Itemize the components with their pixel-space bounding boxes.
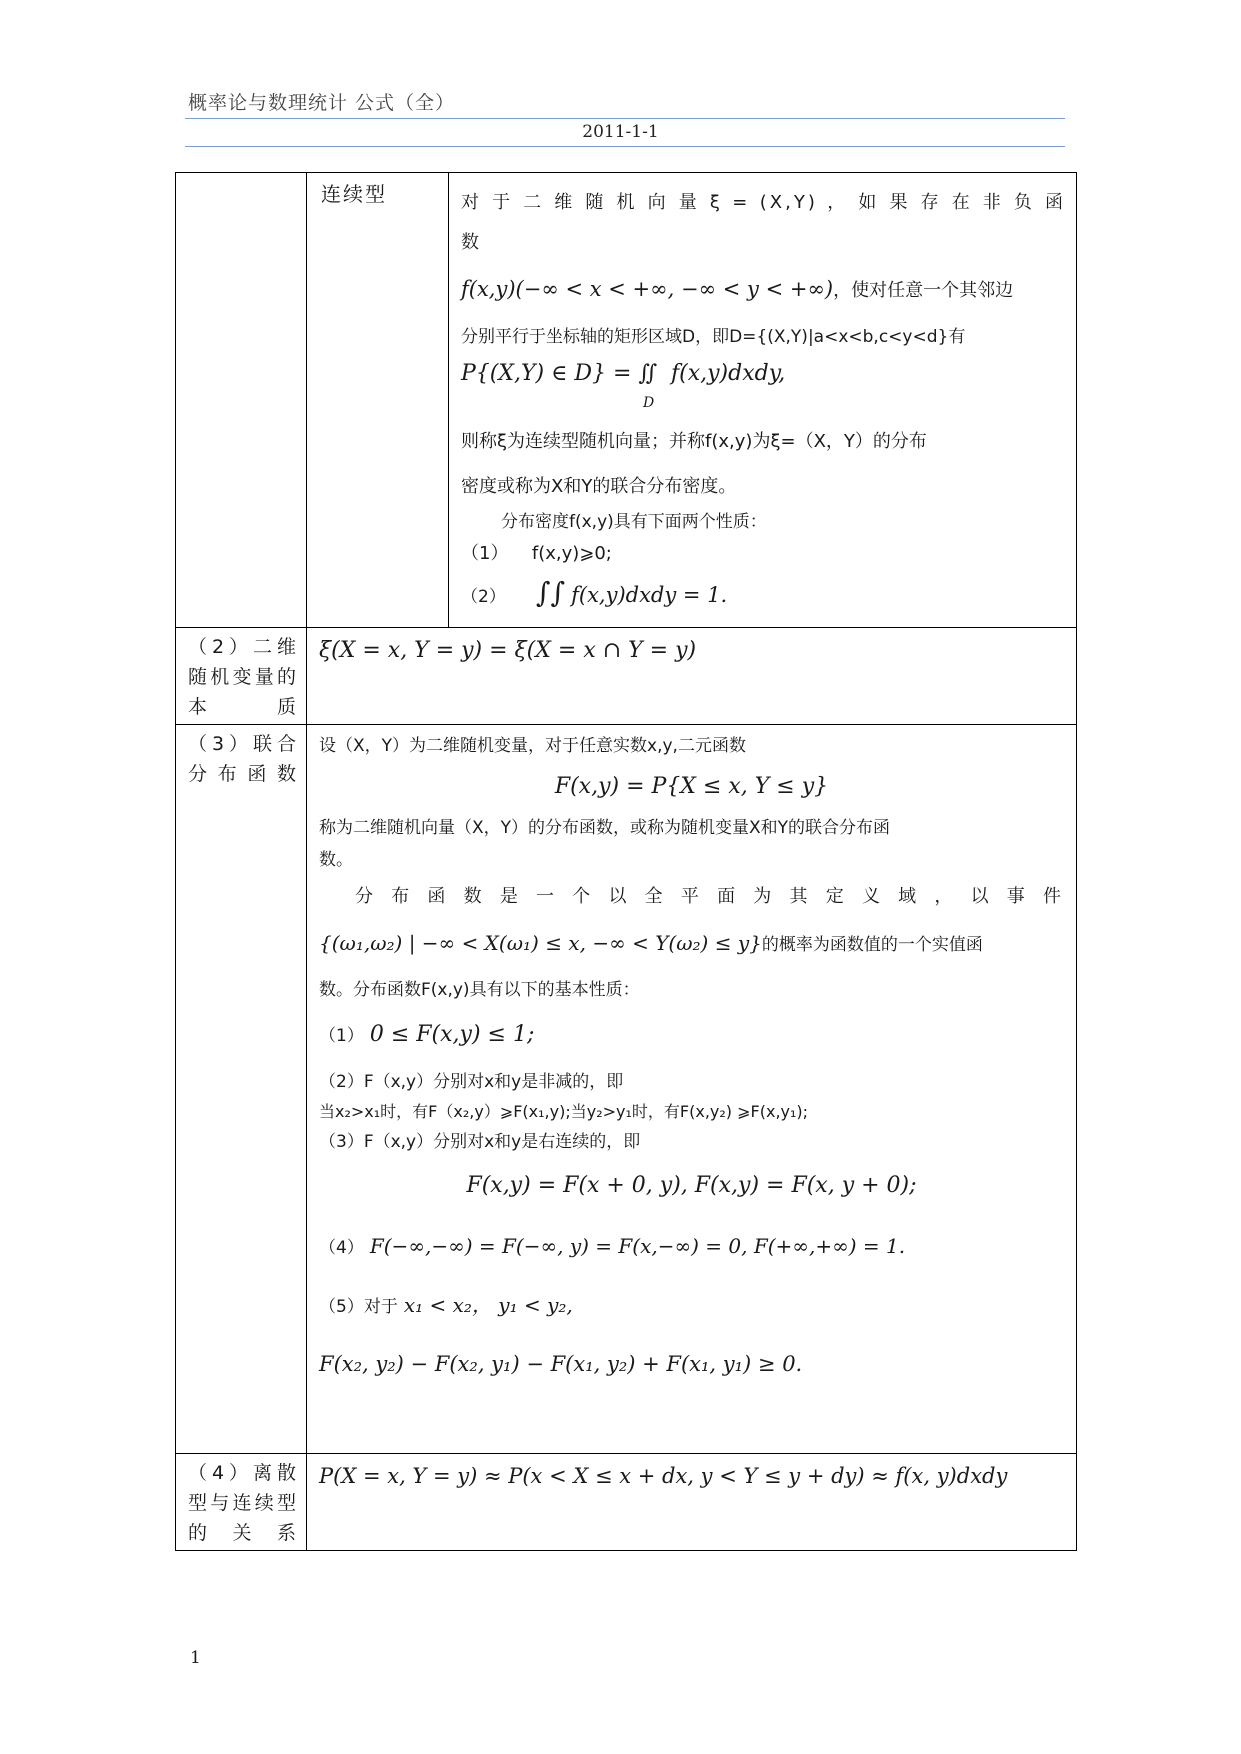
cdf-line1: 设（X，Y）为二维随机变量，对于任意实数x,y,二元函数 <box>319 736 746 756</box>
header-title: 概率论与数理统计 公式（全） <box>188 92 456 114</box>
cdf-property-5-condition: x₁ < x₂， y₁ < y₂, <box>403 1293 573 1317</box>
table-row-discrete-continuous <box>176 1454 1077 1551</box>
continuous-def-line2-text: ，使对任意一个其邻边 <box>833 280 1014 301</box>
property-2-label: （2） <box>461 587 506 607</box>
table-row-continuous <box>176 173 1077 628</box>
cdf-property-3-formula-line <box>319 1157 1064 1216</box>
probability-integral-formula <box>461 357 1066 417</box>
property-1-formula: f(x,y)⩾0; <box>531 543 612 564</box>
density-properties-intro: 分布密度f(x,y)具有下面两个性质： <box>501 512 767 532</box>
property-2-integral-sign-2: ∫ <box>550 576 566 609</box>
cdf-property-3-formula: F(x,y) = F(x + 0, y), F(x,y) = F(x, y + 0); <box>466 1173 917 1198</box>
row1-subtype-cell <box>307 173 449 628</box>
continuous-def-line6: 密度或称为X和Y的联合分布密度。 <box>461 476 737 497</box>
cdf-line4: 分 布 函 数 是 一 个 以 全 平 面 为 其 定 义 域 ， 以 事 件 <box>355 886 1064 907</box>
cdf-property-4-label: （4） <box>319 1238 364 1258</box>
cdf-definition-formula-line <box>319 763 1064 812</box>
density-property-2 <box>461 571 1066 619</box>
table-row-essence <box>176 628 1077 725</box>
cdf-line2: 称为二维随机向量（X，Y）的分布函数，或称为随机变量X和Y的联合分布函 <box>319 818 891 838</box>
continuous-def-line3: 分别平行于坐标轴的矩形区域D，即D={(X,Y)|a<x<b,c<y<d}有 <box>461 327 966 347</box>
row1-empty-label-cell <box>176 173 307 628</box>
cdf-property-5-formula: F(x₂, y₂) − F(x₂, y₁) − F(x₁, y₂) + F(x₁, y₁) ≥ 0. <box>319 1352 803 1376</box>
cdf-property-5 <box>319 1278 1064 1334</box>
row3-content-cell <box>307 725 1077 1454</box>
essence-formula: ξ(X = x, Y = y) = ξ(X = x ∩ Y = y) <box>319 638 697 663</box>
cdf-line6: 数。分布函数F(x,y)具有以下的基本性质： <box>319 980 640 1000</box>
cdf-property-3-line1: （3）F（x,y）分别对x和y是右连续的，即 <box>319 1132 641 1152</box>
cdf-property-2-line1: （2）F（x,y）分别对x和y是非减的，即 <box>319 1072 624 1092</box>
density-property-1 <box>461 537 1066 571</box>
cdf-property-1-label: （1） <box>319 1026 364 1046</box>
cdf-property-4-formula: F(−∞,−∞) = F(−∞, y) = F(x,−∞) = 0, F(+∞,+∞) = 1. <box>369 1234 906 1258</box>
continuous-def-line1: 对 于 二 维 随 机 向 量 ξ = (X,Y) ， 如 果 存 在 非 负 函 数 <box>461 192 1066 253</box>
cdf-property-5-label: （5）对于 <box>319 1297 398 1317</box>
header-rule-top <box>185 118 1065 119</box>
property-2-formula: f(x,y)dxdy = 1. <box>571 583 728 607</box>
discrete-continuous-formula: P(X = x, Y = y) ≈ P(x < X ≤ x + dx, y < Y ≤ y + dy) ≈ f(x, y)dxdy <box>319 1464 1008 1488</box>
row1-content-cell <box>449 173 1077 628</box>
row2-content-cell <box>307 628 1077 725</box>
cdf-line5-text: 的概率为函数值的一个实值函 <box>761 935 983 955</box>
cdf-property-4 <box>319 1216 1064 1278</box>
subtype-label: 连续型 <box>321 182 387 206</box>
cdf-line5 <box>319 918 1064 970</box>
formula-table <box>175 172 1077 1551</box>
row3-label-cell <box>176 725 307 1454</box>
cdf-property-2-line2: 当x₂>x₁时，有F（x₂,y）⩾F(x₁,y);当y₂>y₁时，有F(x,y₂) ⩾F(x,y₁); <box>319 1102 809 1121</box>
header-date: 2011-1-1 <box>582 122 659 142</box>
cdf-property-1-formula: 0 ≤ F(x,y) ≤ 1; <box>369 1022 535 1047</box>
integral-lhs: P{(X,Y) ∈ D} = ∬ <box>461 361 658 386</box>
header-rule-bottom <box>185 146 1065 147</box>
cdf-definition-formula: F(x,y) = P{X ≤ x, Y ≤ y} <box>554 774 829 799</box>
row4-content-cell <box>307 1454 1077 1551</box>
property-2-integral-sign: ∫ <box>535 576 551 609</box>
density-domain-formula: f(x,y)(−∞ < x < +∞, −∞ < y < +∞) <box>461 277 834 301</box>
integral-region-sub: D <box>643 395 655 411</box>
essence-label: （2）二维随机变量的本质 <box>188 636 298 718</box>
row2-label-cell <box>176 628 307 725</box>
integral-rhs: f(x,y)dxdy, <box>671 361 786 386</box>
row4-label-cell <box>176 1454 307 1551</box>
continuous-def-line2 <box>461 263 1066 317</box>
joint-cdf-label: （3）联合分布函数 <box>188 733 298 785</box>
cdf-property-1 <box>319 1010 1064 1061</box>
continuous-def-line5: 则称ξ为连续型随机向量；并称f(x,y)为ξ=（X，Y）的分布 <box>461 431 927 452</box>
cdf-line3: 数。 <box>319 850 353 870</box>
cdf-property-5-formula-line <box>319 1334 1064 1395</box>
table-row-joint-cdf <box>176 725 1077 1454</box>
discrete-continuous-label: （4）离散型与连续型的关系 <box>188 1462 298 1544</box>
page-number: 1 <box>190 1648 201 1668</box>
event-set-formula: {(ω₁,ω₂) | −∞ < X(ω₁) ≤ x, −∞ < Y(ω₂) ≤ y} <box>319 931 762 955</box>
property-1-label: （1） <box>461 543 509 564</box>
